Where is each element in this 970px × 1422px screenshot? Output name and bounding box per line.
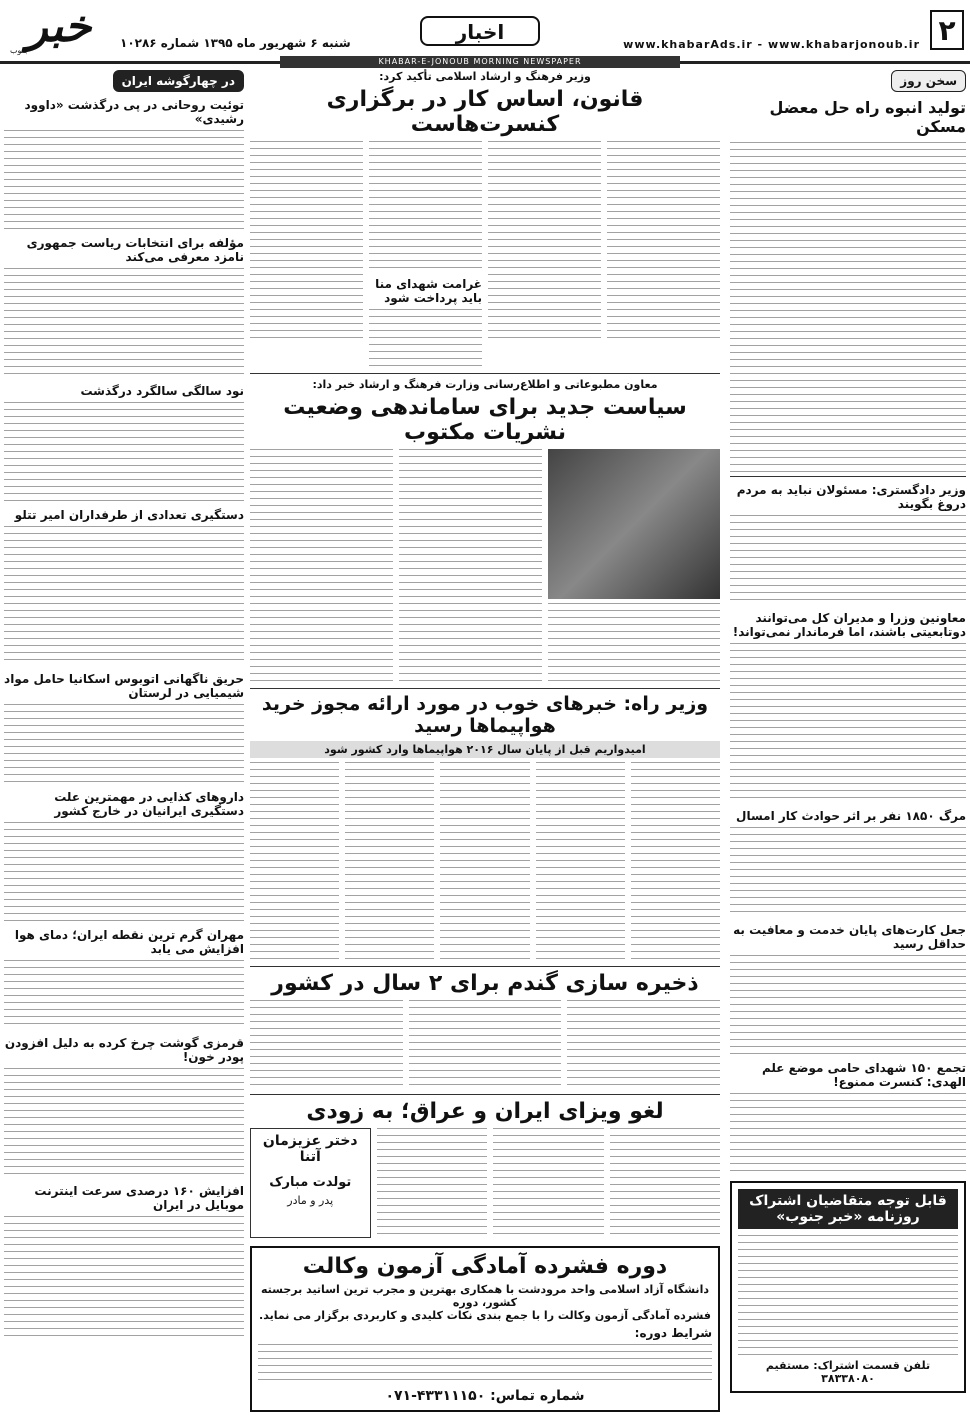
birthday-ad xyxy=(250,1128,371,1238)
story-title: لغو ویزای ایران و عراق؛ به زودی xyxy=(306,1099,664,1124)
brief-headline: مؤلفه برای انتخابات ریاست جمهوری نامزد معرفی می‌کند xyxy=(26,236,244,264)
dateline: شنبه ۶ شهریور ماه ۱۳۹۵ شماره ۱۰۲۸۶ xyxy=(120,36,351,50)
site-url: www.khabarAds.ir - www.khabarjonoub.ir xyxy=(623,38,920,51)
story-subhead: غرامت شهدای منا باید پرداخت شود xyxy=(375,277,482,305)
brief-headline: تجمع ۱۵۰ شهدای حامی موضع علم الهدی: کنسرت ممنوع! xyxy=(761,1061,966,1089)
story-title: قانون، اساس کار در برگزاری کنسرت‌هاست xyxy=(326,87,644,137)
ad-phone: شماره تماس: ۴۳۳۱۱۱۵۰-۰۷۱ xyxy=(385,1388,585,1404)
newspaper-logo: خبر xyxy=(26,1,92,52)
brief-headline: نود سالگی سالگرد درگذشت xyxy=(80,384,244,398)
main-column xyxy=(250,70,720,1412)
logo-subtitle: جنوب xyxy=(10,46,30,55)
law-course-ad: دوره فشرده آمادگی آزمون وکالت دانشگاه آزاد اسلامی واحد مرودشت با همکاری بهترین و مجرب ترین اساتید برجسته کشور، دوره فشرده آمادگی آزمون وکالت را با جمع بندی نکات کلیدی و کاربردی برگزار می نماید. شرایط دوره: شماره تماس: ۴۳۳۱۱۱۵۰-۰۷۱ xyxy=(250,1246,720,1412)
brief-headline: حریق ناگهانی اتوبوس اسکانیا حامل مواد شیمیایی در لرستان xyxy=(4,672,244,700)
ad-phone: تلفن قسمت اشتراک: مستقیم ۳۸۳۳۸۰۸۰ xyxy=(765,1359,931,1385)
page-header xyxy=(0,0,970,64)
right-column xyxy=(730,70,966,1393)
section-title: اخبار xyxy=(420,16,540,46)
story-subtitle: امیدواریم قبل از پایان سال ۲۰۱۶ هواپیماها وارد کشور شود xyxy=(250,741,720,758)
page-number: ۲ xyxy=(930,10,964,50)
column-title: تولید انبوه راه حل معضل مسکن xyxy=(769,98,966,136)
brief-headline: افزایش ۱۶۰ درصدی سرعت اینترنت موبایل در ایران xyxy=(34,1184,244,1212)
left-column xyxy=(4,70,244,1336)
story-kicker: وزیر فرهنگ و ارشاد اسلامی تأکید کرد: xyxy=(379,70,591,83)
birthday-from: پدر و مادر xyxy=(287,1194,334,1207)
brief-headline: توئیت روحانی در پی درگذشت «داوود رشیدی» xyxy=(24,98,244,126)
brief-headline: داروهای کذایی در مهمترین علت دستگیری ایرانیان در خارج کشور xyxy=(54,790,244,818)
ad-title: قابل توجه متقاضیان اشتراک روزنامه «خبر جنوب» xyxy=(738,1189,958,1229)
brief-headline: مرگ ۱۸۵۰ نفر بر اثر حوادث کار امسال xyxy=(736,809,966,823)
story-title: وزیر راه: خبرهای خوب در مورد ارائه مجوز خرید هواپیماها رسید xyxy=(261,693,709,737)
official-photo xyxy=(548,449,720,599)
story-title: سیاست جدید برای ساماندهی وضعیت نشریات مکتوب xyxy=(283,395,687,445)
brief-headline: معاونین وزرا و مدیران کل می‌توانند دوتابعیتی باشند، اما فرماندار نمی‌تواند! xyxy=(732,611,966,639)
english-strip: KHABAR-E-JONOUB MORNING NEWSPAPER xyxy=(280,56,680,68)
column-tag: در چهارگوشه ایران xyxy=(113,70,244,92)
story-title: ذخیره سازی گندم برای ۲ سال در کشور xyxy=(271,971,699,996)
brief-headline: مهران گرم ترین نقطه ایران؛ دمای هوا افزایش می یابد xyxy=(14,928,244,956)
brief-headline: دستگیری تعدادی از طرفداران امیر تتلو xyxy=(14,508,244,522)
birthday-line: تولدت مبارک xyxy=(269,1175,352,1190)
ad-title: دوره فشرده آمادگی آزمون وکالت xyxy=(302,1254,668,1279)
brief-headline: جعل کارت‌های پایان خدمت و معافیت به حداقل رسید xyxy=(733,923,966,951)
brief-headline: وزیر دادگستری: مسئولان نباید به مردم دروغ بگویند xyxy=(736,483,966,511)
article-body xyxy=(730,142,966,472)
story-kicker: معاون مطبوعاتی و اطلاع‌رسانی وزارت فرهنگ و ارشاد خبر داد: xyxy=(312,378,658,391)
column-tag: سخن روز xyxy=(891,70,966,92)
brief-headline: قرمزی گوشت چرخ کرده به دلیل افزودن پودر خون! xyxy=(4,1036,244,1064)
subscription-ad xyxy=(730,1181,966,1393)
birthday-title: دختر عزیزمان آتنا xyxy=(262,1133,358,1165)
